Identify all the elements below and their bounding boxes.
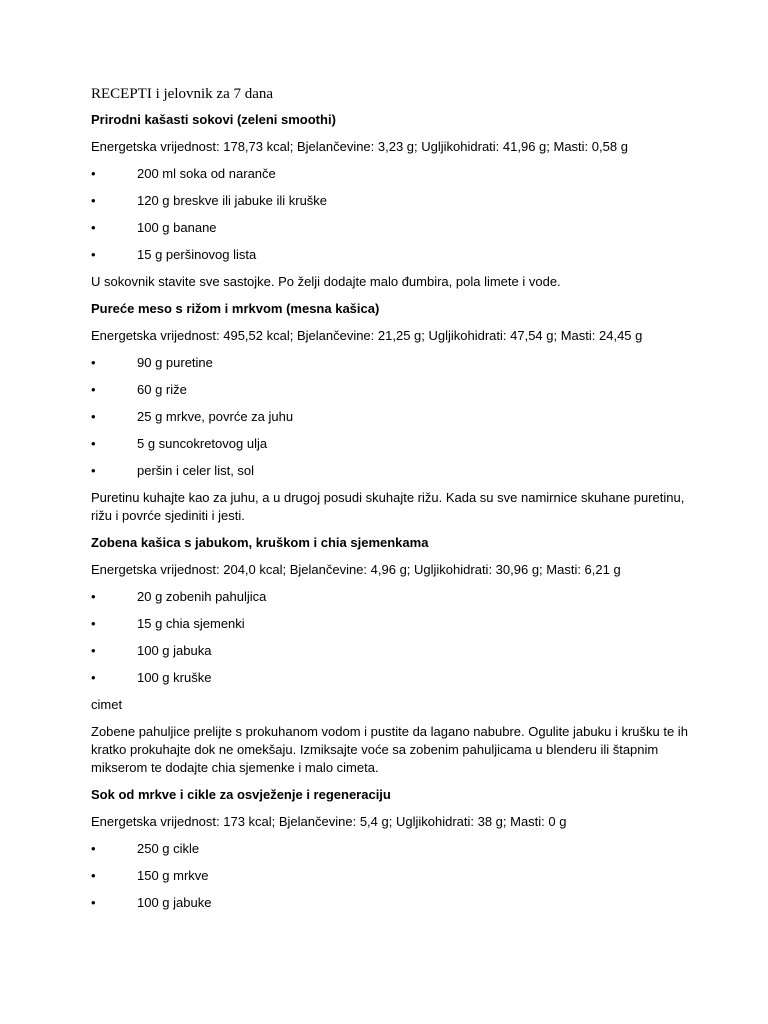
bullet-icon: • xyxy=(91,247,96,262)
ingredient-text: 100 g banane xyxy=(137,220,217,235)
list-item xyxy=(91,894,691,912)
bullet-icon: • xyxy=(91,589,96,604)
list-item xyxy=(91,435,691,453)
ingredient-text: 100 g jabuka xyxy=(137,643,212,658)
ingredient-text: 100 g kruške xyxy=(137,670,212,685)
ingredient-text: peršin i celer list, sol xyxy=(137,463,255,478)
recipe-nutrition: Energetska vrijednost: 495,52 kcal; Bjelančevine: 21,25 g; Ugljikohidrati: 47,54 g; Masti: 24,45 g xyxy=(91,328,643,343)
recipe-nutrition: Energetska vrijednost: 204,0 kcal; Bjelančevine: 4,96 g; Ugljikohidrati: 30,96 g; Masti: 6,21 g xyxy=(91,562,621,577)
recipe-4 xyxy=(91,786,691,912)
recipe-1 xyxy=(91,111,691,291)
recipe-instructions: U sokovnik stavite sve sastojke. Po želji dodajte malo đumbira, pola limete i vode. xyxy=(91,274,561,289)
list-item xyxy=(91,246,691,264)
list-item xyxy=(91,840,691,858)
ingredient-list xyxy=(91,354,691,480)
recipe-2 xyxy=(91,300,691,525)
list-item xyxy=(91,192,691,210)
document-page xyxy=(91,84,691,921)
ingredient-text: 5 g suncokretovog ulja xyxy=(137,436,268,451)
bullet-icon: • xyxy=(91,616,96,631)
recipe-3 xyxy=(91,534,691,777)
ingredient-text: 200 ml soka od naranče xyxy=(137,166,276,181)
document-title: RECEPTI i jelovnik za 7 dana xyxy=(91,86,274,102)
list-item xyxy=(91,165,691,183)
ingredient-list xyxy=(91,165,691,264)
ingredient-text: 15 g chia sjemenki xyxy=(137,616,245,631)
recipe-title: Sok od mrkve i cikle za osvježenje i regeneraciju xyxy=(91,787,391,802)
list-item xyxy=(91,615,691,633)
ingredient-list xyxy=(91,588,691,687)
ingredient-text: 250 g cikle xyxy=(137,841,200,856)
ingredient-text: 20 g zobenih pahuljica xyxy=(137,589,267,604)
recipe-title: Pureće meso s rižom i mrkvom (mesna kašica) xyxy=(91,301,380,316)
list-item xyxy=(91,669,691,687)
ingredient-text: 150 g mrkve xyxy=(137,868,209,883)
list-item xyxy=(91,381,691,399)
bullet-icon: • xyxy=(91,220,96,235)
list-item xyxy=(91,642,691,660)
list-item xyxy=(91,354,691,372)
bullet-icon: • xyxy=(91,166,96,181)
bullet-icon: • xyxy=(91,670,96,685)
recipe-extra: cimet xyxy=(91,697,123,712)
ingredient-text: 25 g mrkve, povrće za juhu xyxy=(137,409,294,424)
ingredient-list xyxy=(91,840,691,912)
recipe-nutrition: Energetska vrijednost: 178,73 kcal; Bjelančevine: 3,23 g; Ugljikohidrati: 41,96 g; Masti: 0,58 g xyxy=(91,139,628,154)
list-item xyxy=(91,219,691,237)
bullet-icon: • xyxy=(91,436,96,451)
list-item xyxy=(91,588,691,606)
bullet-icon: • xyxy=(91,463,96,478)
ingredient-text: 100 g jabuke xyxy=(137,895,212,910)
recipe-title: Zobena kašica s jabukom, kruškom i chia sjemenkama xyxy=(91,535,429,550)
ingredient-text: 90 g puretine xyxy=(137,355,213,370)
bullet-icon: • xyxy=(91,382,96,397)
recipe-title: Prirodni kašasti sokovi (zeleni smoothi) xyxy=(91,112,336,127)
bullet-icon: • xyxy=(91,643,96,658)
list-item xyxy=(91,867,691,885)
bullet-icon: • xyxy=(91,868,96,883)
bullet-icon: • xyxy=(91,355,96,370)
bullet-icon: • xyxy=(91,895,96,910)
bullet-icon: • xyxy=(91,193,96,208)
recipe-nutrition: Energetska vrijednost: 173 kcal; Bjelančevine: 5,4 g; Ugljikohidrati: 38 g; Masti: 0 g xyxy=(91,814,567,829)
ingredient-text: 15 g peršinovog lista xyxy=(137,247,257,262)
recipe-instructions: Zobene pahuljice prelijte s prokuhanom vodom i pustite da lagano nabubre. Ogulite jabuku i krušku te ih kratko prokuhajte dok ne omekšaju. Izmiksajte voće sa zobenim pahuljicama u blenderu ili štapnim mikserom te dodajte chia sjemenke i malo cimeta. xyxy=(91,724,688,775)
bullet-icon: • xyxy=(91,409,96,424)
bullet-icon: • xyxy=(91,841,96,856)
ingredient-text: 120 g breskve ili jabuke ili kruške xyxy=(137,193,328,208)
recipe-instructions: Puretinu kuhajte kao za juhu, a u drugoj posudi skuhajte rižu. Kada su sve namirnice skuhane puretinu, rižu i povrće sjediniti i jesti. xyxy=(91,490,685,523)
list-item xyxy=(91,408,691,426)
ingredient-text: 60 g riže xyxy=(137,382,187,397)
list-item xyxy=(91,462,691,480)
